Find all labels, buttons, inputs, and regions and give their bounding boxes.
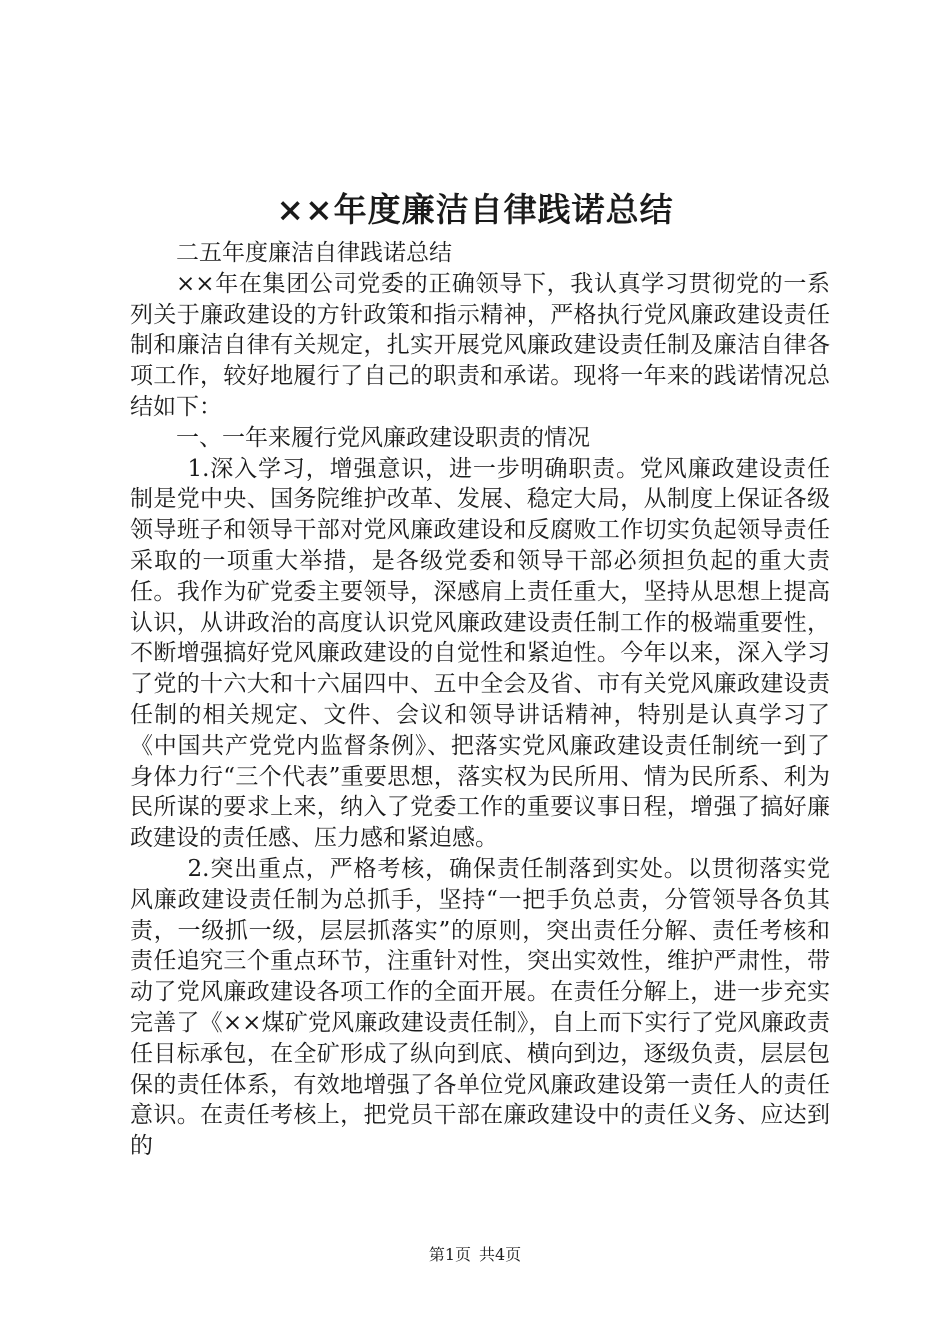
paragraph-point-1: 1.深入学习，增强意识，进一步明确职责。党风廉政建设责任制是党中央、国务院维护改革、发展、稳定大局，从制度上保证各级领导班子和领导干部对党风廉政建设和反腐败工作切实负起领导责任采取的一项重大举措，是各级党委和领导干部必须担负起的重大责任。我作为矿党委主要领导，深感肩上责任重大，坚持从思想上提高认识，从讲政治的高度认识党风廉政建设责任制工作的极端重要性，不断增强搞好党风廉政建设的自觉性和紧迫性。今年以来，深入学习了党的十六大和十六届四中、五中全会及省、市有关党风廉政建设责任制的相关规定、文件、会议和领导讲话精神，特别是认真学习了《中国共产党党内监督条例》、把落实党风廉政建设责任制统一到了身体力行“三个代表”重要思想，落实权为民所用、情为民所系、利为民所谋的要求上来，纳入了党委工作的重要议事日程，增强了搞好廉政建设的责任感、压力感和紧迫感。 — [130, 455, 830, 852]
section-heading-1: 一、一年来履行党风廉政建设职责的情况 — [176, 424, 590, 451]
page-total: 共4页 — [479, 1245, 522, 1264]
paragraph-point-2: 2.突出重点，严格考核，确保责任制落到实处。以贯彻落实党风廉政建设责任制为总抓手，坚持“一把手负总责，分管领导各负其责，一级抓一级，层层抓落实”的原则，突出责任分解、责任考核和责任追究三个重点环节，注重针对性，突出实效性，维护严肃性，带动了党风廉政建设各项工作的全面开展。在责任分解上，进一步充实完善了《××煤矿党风廉政建设责任制》，自上而下实行了党风廉政责任目标承包，在全矿形成了纵向到底、横向到边，逐级负责，层层包保的责任体系，有效地增强了各单位党风廉政建设第一责任人的责任意识。在责任考核上，把党员干部在廉政建设中的责任义务、应达到的 — [130, 855, 830, 1160]
paragraph-intro: ××年在集团公司党委的正确领导下，我认真学习贯彻党的一系列关于廉政建设的方针政策和指示精神，严格执行党风廉政建设责任制和廉洁自律有关规定，扎实开展党风廉政建设责任制及廉洁自律各项工作，较好地履行了自己的职责和承诺。现将一年来的践诺情况总结如下： — [130, 270, 830, 420]
page-footer — [0, 1244, 950, 1266]
document-title: ××年度廉洁自律践诺总结 — [276, 190, 674, 229]
page-number: 第1页 — [428, 1245, 471, 1264]
paragraph-subtitle: 二五年度廉洁自律践诺总结 — [176, 240, 452, 266]
document-body — [130, 238, 830, 1162]
